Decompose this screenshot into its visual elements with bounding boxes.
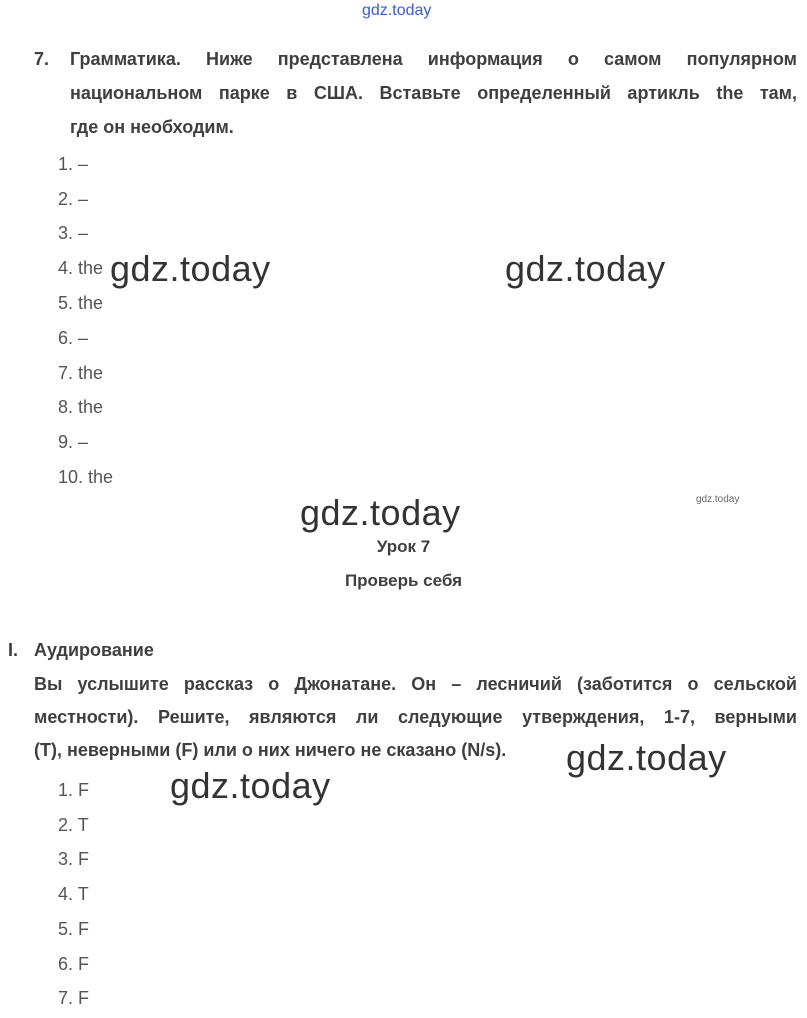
task7-answer-2: 2. – <box>58 189 89 209</box>
task7-instructions <box>70 42 797 144</box>
section1-answer-2: 2. T <box>58 815 89 835</box>
section1-number: I. <box>8 640 19 660</box>
watermark-2: gdz.today <box>505 248 666 289</box>
task7-answer-5: 5. the <box>58 293 104 313</box>
watermark-top: gdz.today <box>362 2 432 19</box>
task7-answer-10: 10. the <box>58 467 114 487</box>
section1-heading: Аудирование <box>34 640 154 660</box>
section1-answer-7: 7. F <box>58 988 90 1008</box>
task7-answer-4: 4. the <box>58 258 104 278</box>
task7-answer-1: 1. – <box>58 154 89 174</box>
lesson-subtitle: Проверь себя <box>344 571 463 590</box>
section1-answer-3: 3. F <box>58 849 90 869</box>
section1-answer-1: 1. F <box>58 780 90 800</box>
section1-answer-6: 6. F <box>58 954 90 974</box>
task7-answer-8: 8. the <box>58 397 104 417</box>
section1-line2: местности). Решите, являются ли следующие утверждения, 1-7, верными <box>34 707 797 727</box>
task7-line1: Грамматика. Ниже представлена информация о самом популярном <box>70 49 797 69</box>
task7-answer-3: 3. – <box>58 223 89 243</box>
section1-line1: Вы услышите рассказ о Джонатане. Он – лесничий (заботится о сельской <box>34 674 797 694</box>
watermark-1: gdz.today <box>110 248 271 289</box>
section1-line3: (T), неверными (F) или о них ничего не сказано (N/s). <box>34 740 507 760</box>
task7-answer-6: 6. – <box>58 328 89 348</box>
task7-answer-7: 7. the <box>58 363 104 383</box>
task7-number: 7. <box>34 49 50 69</box>
task7-line3: где он необходим. <box>70 117 234 137</box>
section1-answer-5: 5. F <box>58 919 90 939</box>
lesson-title: Урок 7 <box>376 537 431 556</box>
watermark-small: gdz.today <box>696 494 740 505</box>
watermark-4: gdz.today <box>566 737 727 778</box>
task7-line2: национальном парке в США. Вставьте определенный артикль the там, <box>70 83 797 103</box>
watermark-3: gdz.today <box>300 492 461 533</box>
section1-answer-4: 4. T <box>58 884 89 904</box>
watermark-5: gdz.today <box>170 765 331 806</box>
task7-answer-9: 9. – <box>58 432 89 452</box>
